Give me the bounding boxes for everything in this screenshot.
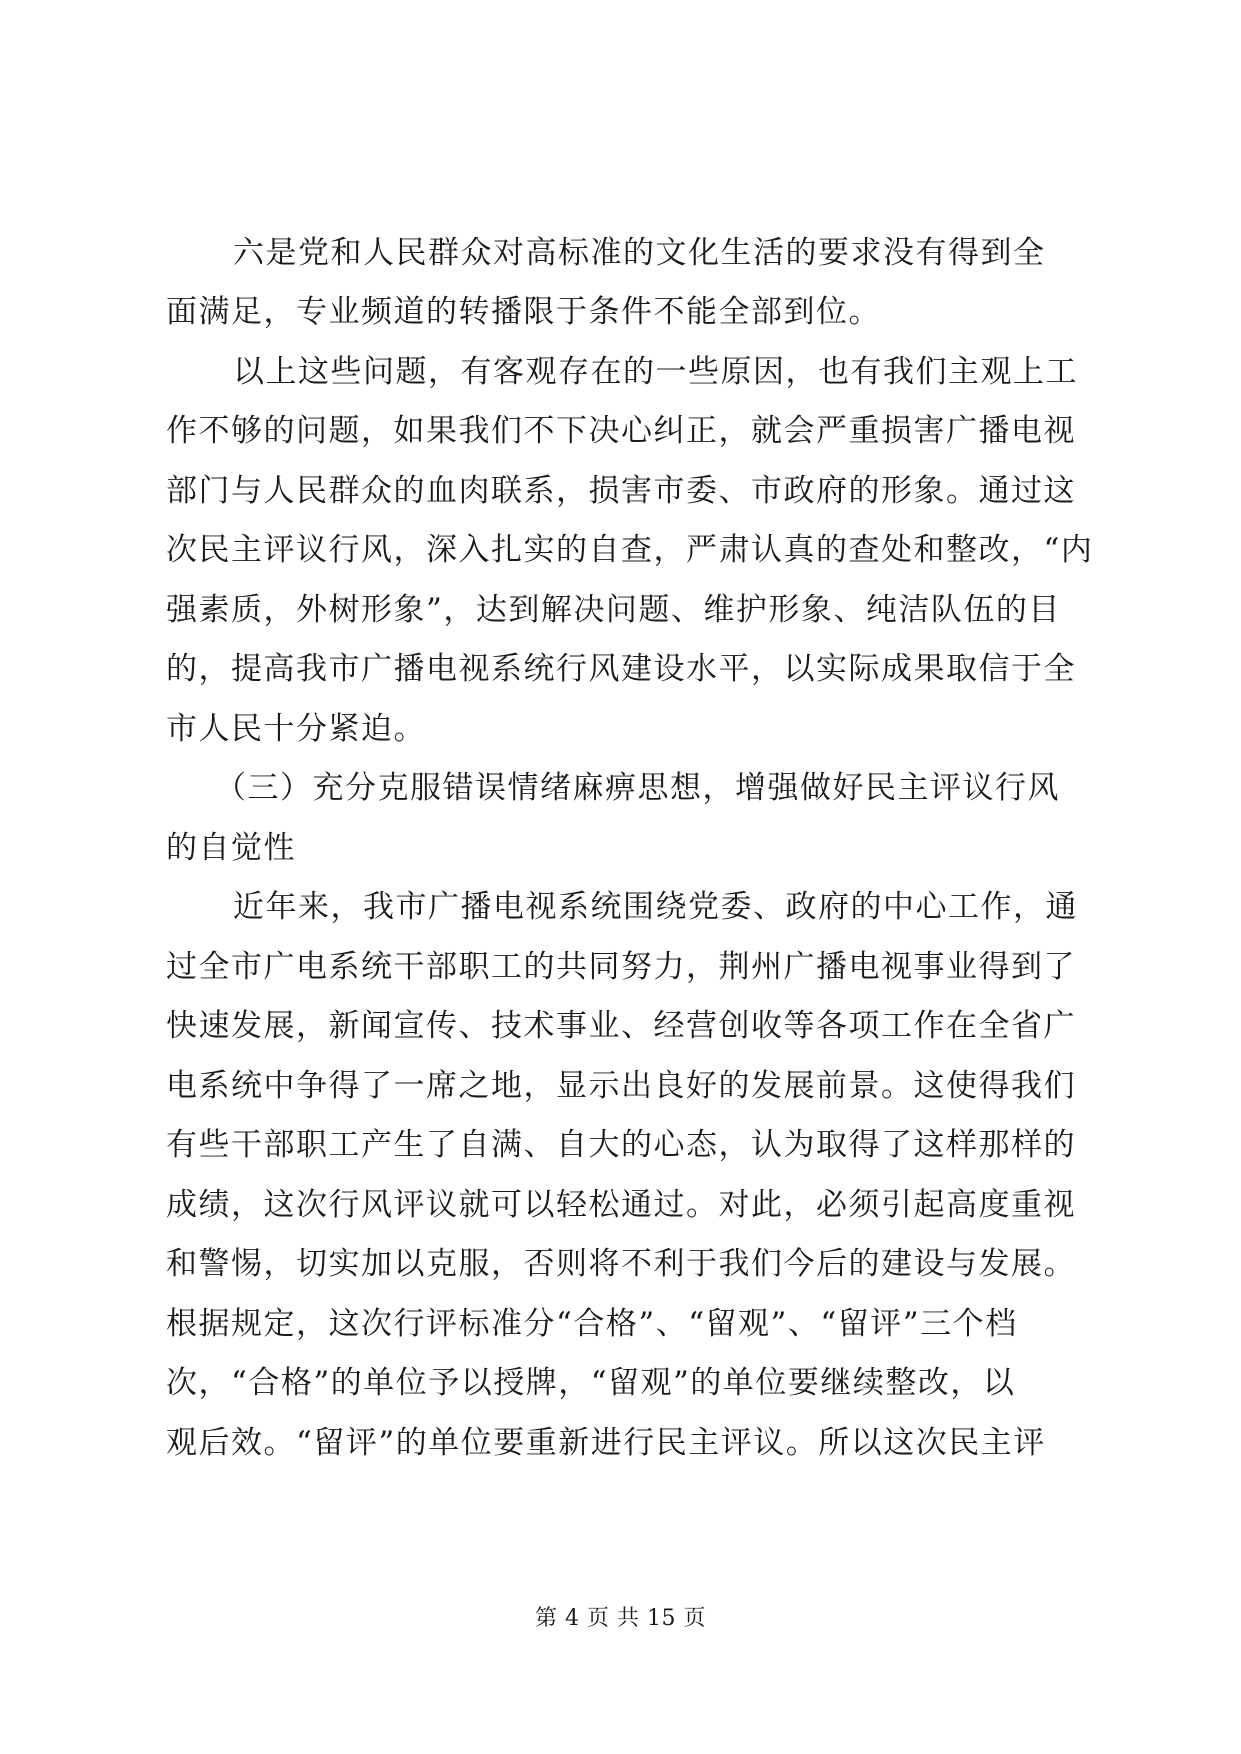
text-line: 强素质，外树形象”，达到解决问题、维护形象、纯洁队伍的目 [166, 592, 1061, 628]
text-line: 作不够的问题，如果我们不下决心纠正，就会严重损害广播电视 [166, 413, 1076, 449]
text-line: 次，“合格”的单位予以授牌，“留观”的单位要继续整改，以 [166, 1365, 1016, 1401]
text-line: 近年来，我市广播电视系统围绕党委、政府的中心工作，通 [233, 889, 1078, 925]
text-line: 市人民十分紧迫。 [166, 711, 426, 747]
text-line: 根据规定，这次行评标准分“合格”、“留观”、“留评”三个档 [166, 1306, 1018, 1342]
text-line: 有些干部职工产生了自满、自大的心态，认为取得了这样那样的 [166, 1127, 1076, 1163]
section-heading: （三）充分克服错误情绪麻痹思想，增强做好民主评议行风 [215, 770, 1060, 806]
page-number-footer: 第 4 页 共 15 页 [535, 1606, 706, 1631]
text-line: 以上这些问题，有客观存在的一些原因，也有我们主观上工 [233, 354, 1078, 390]
text-line: 观后效。“留评”的单位要重新进行民主评议。所以这次民主评 [166, 1425, 1046, 1461]
section-heading-continued: 的自觉性 [166, 830, 296, 866]
text-line: 部门与人民群众的血肉联系，损害市委、市政府的形象。通过这 [166, 473, 1076, 509]
text-line: 电系统中争得了一席之地，显示出良好的发展前景。这使得我们 [166, 1068, 1076, 1104]
text-line: 次民主评议行风，深入扎实的自查，严肃认真的查处和整改，“内 [166, 532, 1094, 568]
text-line: 成绩，这次行风评议就可以轻松通过。对此，必须引起高度重视 [166, 1187, 1076, 1223]
text-line: 面满足，专业频道的转播限于条件不能全部到位。 [166, 294, 881, 330]
text-line: 的，提高我市广播电视系统行风建设水平，以实际成果取信于全 [166, 651, 1076, 687]
text-line: 和警惕，切实加以克服，否则将不利于我们今后的建设与发展。 [166, 1246, 1076, 1282]
text-line: 快速发展，新闻宣传、技术事业、经营创收等各项工作在全省广 [166, 1008, 1076, 1044]
text-line: 六是党和人民群众对高标准的文化生活的要求没有得到全 [233, 235, 1046, 271]
text-line: 过全市广电系统干部职工的共同努力，荆州广播电视事业得到了 [166, 949, 1076, 985]
